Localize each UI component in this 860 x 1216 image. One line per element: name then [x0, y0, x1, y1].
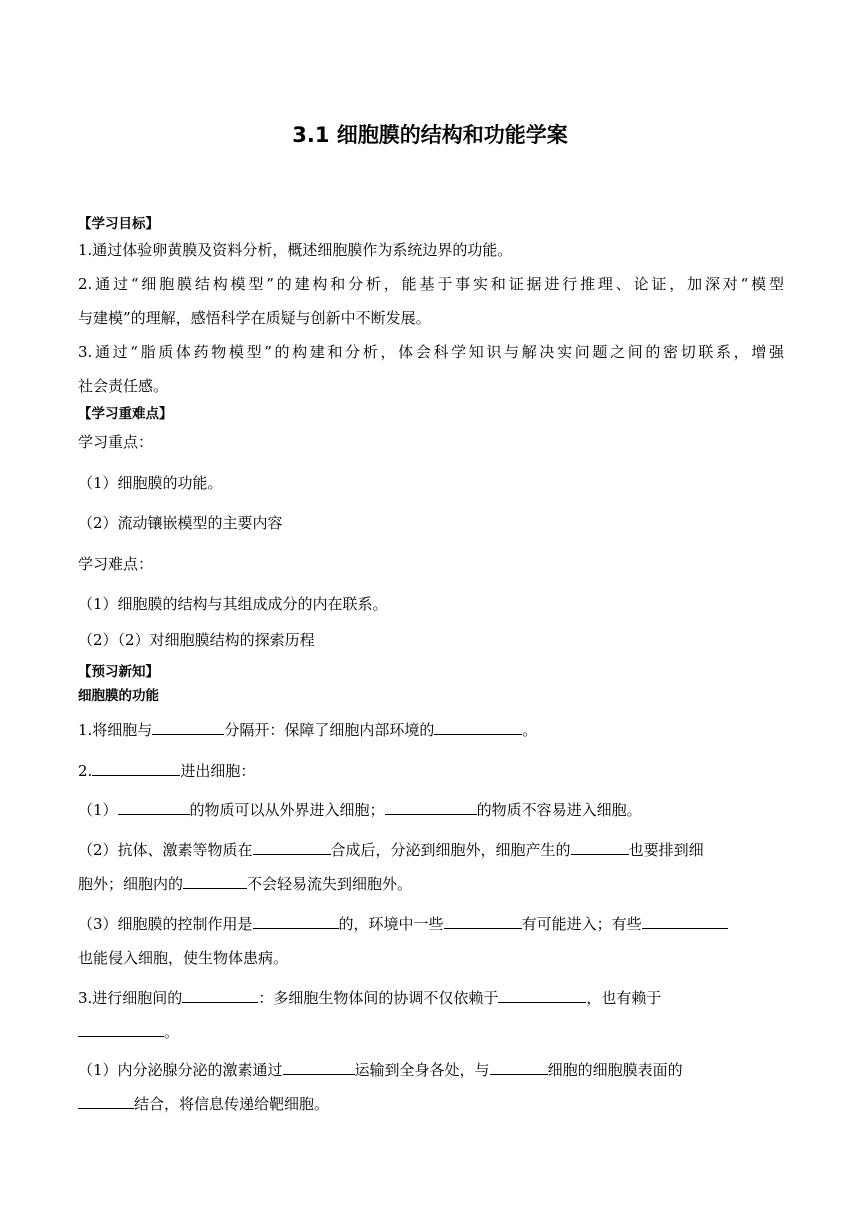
question-text: （2）抗体、激素等物质在 [78, 841, 253, 859]
question-2-3-line-1 [78, 912, 784, 936]
question-text: ：多细胞生物体间的协调不仅依赖于 [258, 989, 499, 1007]
fill-blank[interactable] [78, 1093, 134, 1109]
question-2-2-line-2 [78, 872, 784, 896]
question-text: 也要排到细 [628, 841, 704, 859]
objective-item-2-line-2: 与建模”的理解，感悟科学在质疑与创新中不断发展。 [78, 309, 431, 327]
page-title: 3.1 细胞膜的结构和功能学案 [292, 123, 568, 147]
fill-blank[interactable] [118, 799, 190, 815]
fill-blank[interactable] [434, 719, 522, 735]
question-1 [78, 718, 784, 742]
difficulty-label: 学习难点： [78, 555, 154, 573]
question-text: 的物质可以从外界进入细胞； [189, 801, 385, 819]
question-text: 合成后，分泌到细胞外，细胞产生的 [330, 841, 571, 859]
fill-blank[interactable] [283, 1059, 355, 1075]
fill-blank[interactable] [78, 1021, 164, 1037]
question-3-1-line-2 [78, 1092, 784, 1116]
objective-item-3-line-2: 社会责任感。 [78, 377, 169, 395]
fill-blank[interactable] [253, 913, 339, 929]
question-3-line-1 [78, 986, 784, 1010]
preview-heading: 【预习新知】 [78, 664, 159, 680]
fill-blank[interactable] [152, 719, 224, 735]
question-text: 3.进行细胞间的 [78, 989, 183, 1007]
fill-blank[interactable] [571, 839, 629, 855]
focus-item-1: （1）细胞膜的功能。 [78, 474, 223, 492]
question-3-line-2 [78, 1020, 784, 1044]
question-text: （1）内分泌腺分泌的激素通过 [78, 1061, 283, 1079]
question-text: 的物质不容易进入细胞。 [476, 801, 642, 819]
difficulty-item-1: （1）细胞膜的结构与其组成成分的内在联系。 [78, 595, 388, 613]
fill-blank[interactable] [642, 913, 728, 929]
question-text: 。 [522, 721, 538, 739]
question-text: 。 [164, 1023, 180, 1041]
question-text: 有可能进入；有些 [521, 915, 642, 933]
fill-blank[interactable] [182, 987, 258, 1003]
question-text: （1） [78, 801, 118, 819]
question-text: 不会轻易流失到细胞外。 [247, 875, 413, 893]
fill-blank[interactable] [498, 987, 586, 1003]
question-text: 细胞的细胞膜表面的 [547, 1061, 683, 1079]
question-text: 运输到全身各处，与 [354, 1061, 490, 1079]
question-text: 分隔开：保障了细胞内部环境的 [224, 721, 435, 739]
fill-blank[interactable] [385, 799, 477, 815]
question-2 [78, 759, 784, 783]
fill-blank[interactable] [183, 873, 247, 889]
question-2-1 [78, 798, 784, 822]
key-points-heading: 【学习重难点】 [78, 406, 173, 422]
fill-blank[interactable] [444, 913, 522, 929]
objectives-heading: 【学习目标】 [78, 216, 159, 232]
question-2-2-line-1 [78, 838, 784, 862]
question-3-1-line-1 [78, 1058, 784, 1082]
question-text: 胞外；细胞内的 [78, 875, 184, 893]
question-text: 1.将细胞与 [78, 721, 153, 739]
question-text: ，也有赖于 [586, 989, 662, 1007]
cell-membrane-function-subheading: 细胞膜的功能 [78, 688, 159, 704]
focus-item-2: （2）流动镶嵌模型的主要内容 [78, 514, 283, 532]
difficulty-item-2: （2）（2）对细胞膜结构的探索历程 [78, 631, 315, 649]
objective-item-1: 1.通过体验卵黄膜及资料分析，概述细胞膜作为系统边界的功能。 [78, 241, 513, 259]
question-text: 进出细胞： [180, 762, 256, 780]
question-text: （3）细胞膜的控制作用是 [78, 915, 253, 933]
question-text: 2. [78, 762, 93, 780]
question-text: 结合，将信息传递给靶细胞。 [134, 1095, 330, 1113]
objective-item-2-line-1: 2.通过“细胞膜结构模型”的建构和分析，能基于事实和证据进行推理、论证，加深对“模型 [78, 275, 784, 293]
fill-blank[interactable] [490, 1059, 548, 1075]
question-text: 的，环境中一些 [338, 915, 444, 933]
fill-blank[interactable] [253, 839, 331, 855]
objective-item-3-line-1: 3.通过“脂质体药物模型”的构建和分析，体会科学知识与解决实问题之间的密切联系，增强 [78, 343, 784, 361]
fill-blank[interactable] [92, 760, 180, 776]
question-2-3-line-2: 也能侵入细胞，使生物体患病。 [78, 949, 289, 967]
focus-label: 学习重点： [78, 433, 154, 451]
